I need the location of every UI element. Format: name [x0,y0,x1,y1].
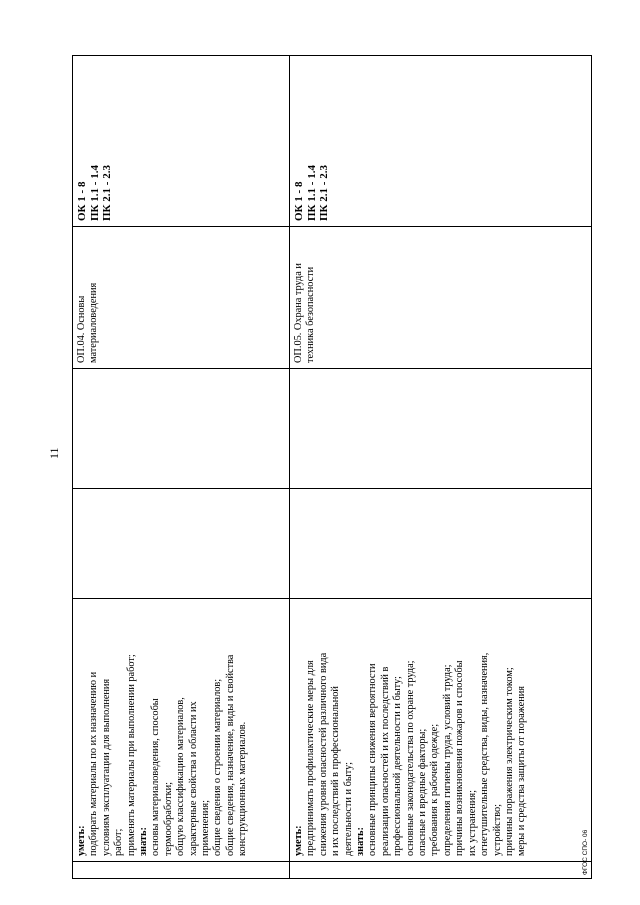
skills-line: снижения уровня опасностей различного вида [317,652,329,856]
discipline-line: ОП.05. Охрана труда и [293,263,304,363]
discipline-line: ОП.04. Основы [76,295,87,363]
competency-code: ПК 2.1 - 2.3 [101,165,114,221]
competencies-cell [290,56,592,227]
discipline-line: техника безопасности [305,266,317,363]
skills-line: устройство; [491,803,503,856]
skills-line: причины поражения электрическим током; [503,667,515,856]
discipline-cell [73,227,290,369]
table-row [73,56,290,879]
footer-code: ФГОС СПО- 06 [582,829,589,875]
skills-line: термообработки; [162,782,174,856]
page-number: 11 [47,447,61,459]
table-row [290,56,592,879]
skills-line: применять материалы при выполнении работ; [125,654,137,856]
skills-line: профессиональной деятельности и быту; [392,676,404,856]
skills-line: конструкционных материалов. [237,721,249,856]
skills-line: предпринимать профилактические меры для [305,660,317,856]
skills-line: огнетушительные средства, виды, назначения, [479,652,491,856]
discipline-line: материаловедения [88,282,100,363]
skills-line: подбирать материалы по их назначению и [88,671,100,856]
curriculum-table [72,55,592,879]
skills-line: условиям эксплуатации для выполнения [100,678,112,856]
skills-line: реализации опасностей и их последствий в [379,666,391,856]
competency-code: ОК 1 - 8 [293,181,305,221]
skills-line: меры и средства защиты от поражения [516,686,528,856]
competency-code: ОК 1 - 8 [76,181,88,221]
skills-line: определения гигиены труда, условий труда; [441,664,453,856]
skills-line: уметь: [76,825,87,856]
hours-cell [290,489,592,599]
skills-cell [73,599,290,862]
hours-cell [73,489,290,599]
skills-line: основные принципы снижения вероятности [367,663,379,856]
hours-cell [290,369,592,489]
competency-code: ПК 1.1 - 1.4 [88,165,101,221]
skills-line: общие сведения, назначение, виды и свойства [224,654,236,856]
competencies-cell [73,56,290,227]
skills-line: применения; [200,800,212,856]
skills-line: знать: [355,827,367,856]
skills-line: основы материаловедения, способы [150,698,162,856]
competency-code: ПК 1.1 - 1.4 [305,165,318,221]
skills-line: требования к рабочей одежде; [429,723,441,856]
skills-line: уметь: [293,825,304,856]
skills-line: характерные свойства и области их [187,701,199,856]
skills-line: и их последствий в профессиональной [330,686,342,856]
skills-line: опасные и вредные факторы; [417,728,429,856]
skills-line: деятельности и быту; [342,762,354,856]
index-cell [290,862,592,879]
hours-cell [73,369,290,489]
skills-cell [290,599,592,862]
skills-line: работ; [113,828,125,856]
skills-line: знать: [138,827,150,856]
skills-line: их устранения; [466,790,478,856]
competency-code: ПК 2.1 - 2.3 [318,165,331,221]
discipline-cell [290,227,592,369]
skills-line: общую классификацию материалов, [175,697,187,856]
skills-line: общие сведения о строении материалов; [212,678,224,856]
skills-line: причины возникновения пожаров и способы [454,660,466,856]
index-cell [73,862,290,879]
rotated-page [45,34,591,879]
skills-line: основные законодательства по охране труда; [404,660,416,856]
